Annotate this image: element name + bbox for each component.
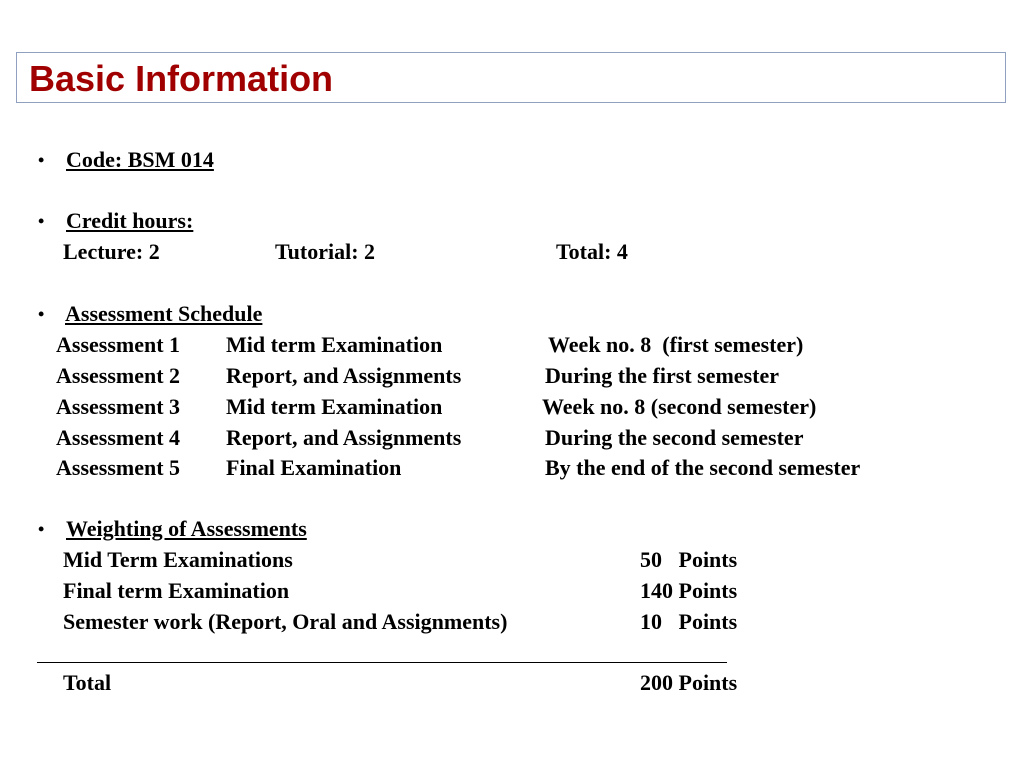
schedule-row-type: Mid term Examination (226, 394, 443, 419)
schedule-row-when: During the first semester (545, 363, 779, 388)
total-separator (37, 662, 727, 663)
total-hours: Total: 4 (556, 239, 628, 264)
schedule-row-type: Final Examination (226, 455, 402, 480)
schedule-row-name: Assessment 3 (56, 394, 181, 419)
bullet: • (38, 519, 45, 539)
schedule-row-when: Week no. 8 (first semester) (548, 332, 804, 357)
code-heading: Code: BSM 014 (66, 147, 214, 172)
schedule-row-name: Assessment 2 (56, 363, 181, 388)
weighting-total-value: 200 Points (640, 670, 738, 695)
schedule-row-type: Report, and Assignments (226, 425, 462, 450)
schedule-row-when: By the end of the second semester (545, 455, 861, 480)
bullet: • (38, 150, 45, 170)
weighting-total-label: Total (63, 670, 112, 695)
title-box (16, 52, 1006, 103)
weighting-row-value: 140 Points (640, 578, 738, 603)
lecture-hours: Lecture: 2 (63, 239, 160, 264)
schedule-row-type: Mid term Examination (226, 332, 443, 357)
weighting-heading: Weighting of Assessments (66, 516, 307, 541)
schedule-row-name: Assessment 1 (56, 332, 181, 357)
weighting-row-label: Final term Examination (63, 578, 290, 603)
credit-hours-heading: Credit hours: (66, 208, 194, 233)
weighting-row-value: 10 Points (640, 609, 738, 634)
weighting-row-value: 50 Points (640, 547, 738, 572)
tutorial-hours: Tutorial: 2 (275, 239, 376, 264)
schedule-row-when: During the second semester (545, 425, 804, 450)
schedule-row-when: Week no. 8 (second semester) (542, 394, 817, 419)
schedule-row-name: Assessment 5 (56, 455, 181, 480)
bullet: • (38, 211, 45, 231)
schedule-heading: Assessment Schedule (65, 301, 263, 326)
schedule-row-type: Report, and Assignments (226, 363, 462, 388)
weighting-row-label: Mid Term Examinations (63, 547, 293, 572)
weighting-row-label: Semester work (Report, Oral and Assignments) (63, 609, 508, 634)
page-title: Basic Information (29, 58, 334, 99)
schedule-row-name: Assessment 4 (56, 425, 181, 450)
bullet: • (38, 304, 45, 324)
